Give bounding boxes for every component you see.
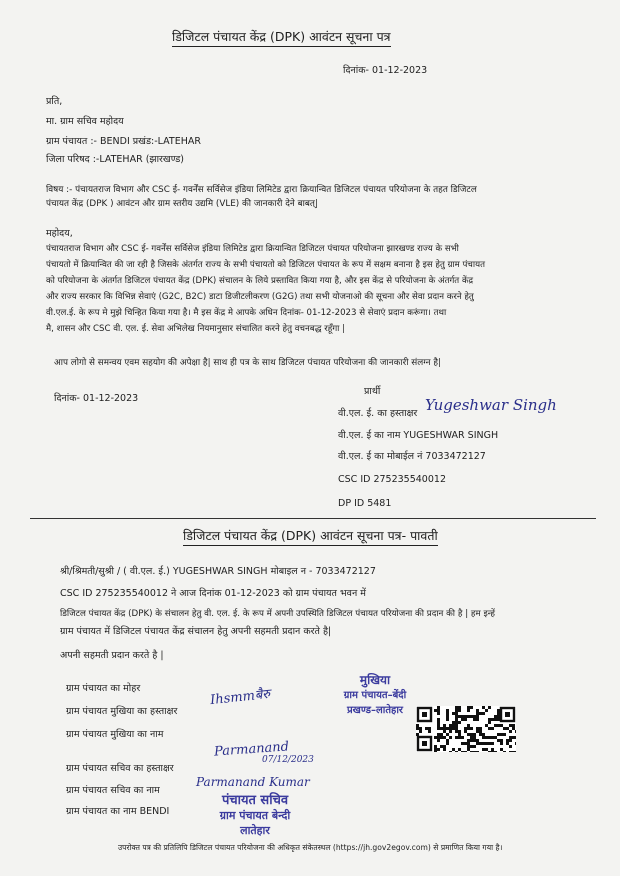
sachiv-signature-date: 07/12/2023 (262, 755, 314, 765)
vle-signature: Yugeshwar Singh (425, 396, 557, 414)
receipt-title: डिजिटल पंचायत केंद्र (DPK) आवंटन सूचना पत्र- पावती (183, 527, 438, 546)
addressee-zila-parishad: जिला परिषद :-LATEHAR (झारखण्ड) (46, 154, 185, 165)
mukhiya-stamp-line: मुखिया (359, 673, 391, 687)
section-divider (30, 518, 596, 519)
mukhiya-sign-label: ग्राम पंचायत मुखिया का हस्ताक्षर (66, 706, 178, 717)
body-line: वी.एल.ई. के रूप मे मुझे चिन्हित किया गया है। मै इस केंद्र मे आपके अधिन दिनांक- 01-12-2023 से सेवाएं प्रदान करूंगा। तथा (46, 308, 447, 318)
letter-date: दिनांक- 01-12-2023 (343, 65, 428, 76)
vle-mobile: वी.एल. ई का मोबाईल नं 7033472127 (338, 451, 486, 462)
subject-line-2: पंचायत केंद्र (DPK ) आवंटन और ग्राम स्तरीय उद्यमि (VLE) की जानकारी देने बाबत्| (46, 199, 318, 209)
sachiv-stamp-line: ग्राम पंचायत बेन्दी (219, 809, 291, 822)
mohar-label: ग्राम पंचायत का मोहर (66, 683, 141, 694)
addressee-gram-panchayat: ग्राम पंचायत :- BENDI प्रखंड:-LATEHAR (46, 136, 201, 147)
sachiv-written-name: Parmanand Kumar (196, 775, 310, 789)
body-line: को परियोजना के अंतर्गत डिजिटल पंचायत केंद्र (DPK) संचालन के लिये प्रस्तावित किया गया है, और इस केंद्र से परियोजना के अंतर्गत केंद्र (46, 276, 474, 286)
footer-note: उपरोक्त पत्र की प्रतिलिपि डिजिटल पंचायत परियोजना की अधिकृत संकेतस्थल (https://jh.gov2egov.com) से प्रमाणित किया गया है। (118, 843, 503, 852)
cooperation-line: आप लोगो से समन्वय एवम सहयोग की अपेक्षा है| साथ ही पत्र के साथ डिजिटल पंचायत परियोजना की जानकारी संलग्न है| (54, 358, 441, 368)
salutation: महोदय, (46, 228, 73, 239)
body-line: और राज्य सरकार कि विभिन्न सेवाएं (G2C, B2C) डाटा डिजीटलीकरण (G2G) तथा सभी योजनाओ की सूचना और सेवा प्रदान करने हेतु (46, 292, 474, 302)
panchayat-name-label: ग्राम पंचायत का नाम BENDI (66, 806, 170, 817)
body-line: पंचायतो में क्रियान्वित की जा रही है जिसके अंतर्गत राज्य के सभी पंचायतो को डिजिटल पंचायत के रूप में सक्षम बनाना है इस हेतु ग्राम पंचायत (46, 260, 485, 270)
receipt-line: अपनी सहमती प्रदान करते है | (60, 650, 164, 661)
sign-date: दिनांक- 01-12-2023 (54, 393, 139, 404)
body-line: पंचायतराज विभाग और CSC ई- गवर्नेंस सर्विसेज इंडिया लिमिटेड द्वारा क्रियान्वित डिजिटल पंचायत परियोजना झारखण्ड राज्य के सभी (46, 244, 459, 254)
vle-name: वी.एल. ई का नाम YUGESHWAR SINGH (338, 430, 499, 441)
addressee-prati: प्रति, (46, 96, 63, 107)
dp-id: DP ID 5481 (338, 498, 392, 509)
mukhiya-name-label: ग्राम पंचायत मुखिया का नाम (66, 729, 164, 740)
sachiv-sign-label: ग्राम पंचायत सचिव का हस्ताक्षर (66, 763, 174, 774)
vle-signature-label: वी.एल. ई. का हस्ताक्षर (338, 408, 418, 419)
body-line: मै, शासन और CSC वी. एल. ई. सेवा अभिलेख नियमानुसार संचालित करने हेतु वचनबद्ध रहूँगा | (46, 324, 346, 334)
csc-id: CSC ID 275235540012 (338, 474, 446, 485)
receipt-line: डिजिटल पंचायत केंद्र (DPK) के संचालन हेतु वी. एल. ई. के रूप में अपनी उपस्थिति डिजिटल पंचायत परियोजना की प्रदान की है | हम इन्हें (60, 609, 495, 619)
mukhiya-signature: Ihsmmबैरु (209, 686, 271, 709)
qr-code-icon (416, 706, 516, 752)
mukhiya-stamp (320, 673, 430, 718)
subject-line-1: विषय :- पंचायतराज विभाग और CSC ई- गवर्नेंस सर्विसेज इंडिया लिमिटेड द्वारा क्रियान्वित डिजिटल पंचायत परियोजना के तहत डिजिटल (46, 185, 477, 195)
sachiv-stamp-line: लातेहार (240, 824, 270, 837)
receipt-line: श्री/श्रिमती/सुश्री / ( वी.एल. ई.) YUGESHWAR SINGH मोबाइल न - 7033472127 (60, 566, 376, 577)
receipt-line: CSC ID 275235540012 ने आज दिनांक 01-12-2023 को ग्राम पंचायत भवन में (60, 588, 366, 599)
prarthi-label: प्रार्थी (364, 386, 381, 397)
mukhiya-stamp-line: प्रखण्ड–लातेहार (346, 705, 404, 716)
addressee-to: मा. ग्राम सचिव महोदय (46, 116, 124, 127)
sachiv-signature: Parmanand (213, 739, 290, 760)
mukhiya-stamp-line: ग्राम पंचायत–बेंदी (343, 690, 407, 701)
sachiv-stamp (190, 793, 320, 838)
sachiv-stamp-line: पंचायत सचिव (221, 793, 289, 808)
sachiv-name-label: ग्राम पंचायत सचिव का नाम (66, 785, 160, 796)
receipt-line: ग्राम पंचायत में डिजिटल पंचायत केंद्र संचालन हेतु अपनी सहमती प्रदान करते है| (60, 626, 332, 637)
page-title: डिजिटल पंचायत केंद्र (DPK) आवंटन सूचना पत्र (172, 28, 391, 47)
